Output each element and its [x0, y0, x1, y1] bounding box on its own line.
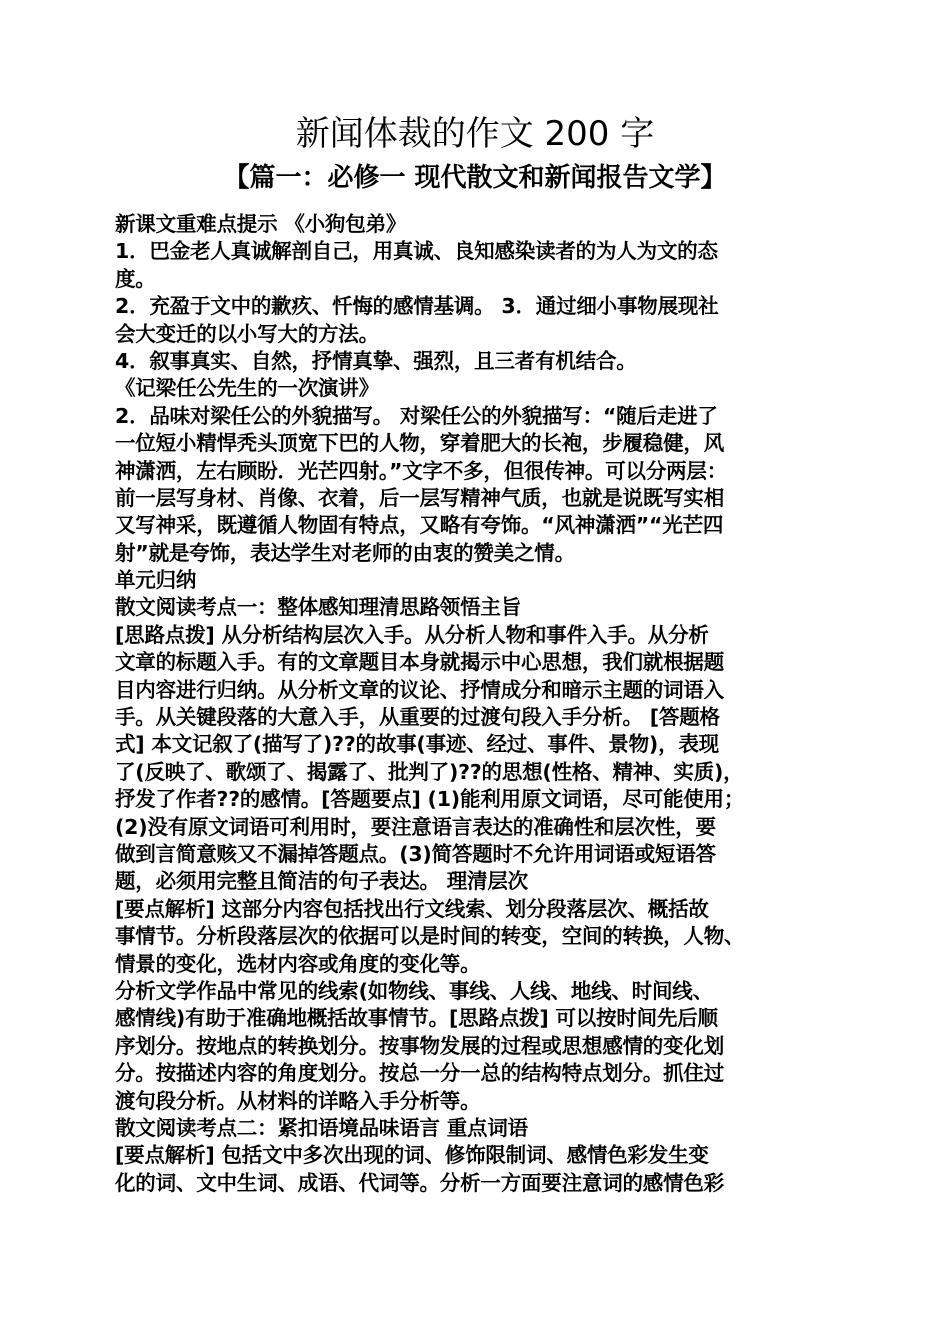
- body-line: 1．巴金老人真诚解剖自己，用真诚、良知感染读者的为人为文的态: [115, 239, 718, 264]
- body-line: 射”就是夸饰，表达学生对老师的由衷的赞美之情。: [115, 540, 575, 565]
- body-line: 了(反映了、歌颂了、揭露了、批判了)??的思想(性格、精神、实质)，: [115, 759, 744, 784]
- body-line: 分析文学作品中常见的线索(如物线、事线、人线、地线、时间线、: [115, 978, 713, 1003]
- body-line: 2．充盈于文中的歉疚、忏悔的感情基调。 3．通过细小事物展现社: [115, 294, 719, 319]
- document-title: 新闻体裁的作文 200 字: [295, 114, 655, 154]
- body-line: 抒发了作者??的感情。[答题要点] (1)能利用原文词语，尽可能使用；: [115, 787, 745, 812]
- body-line: 感情线)有助于准确地概括故事情节。[思路点拨] 可以按时间先后顺: [115, 1006, 718, 1031]
- body-line: 式] 本文记叙了(描写了)??的故事(事迹、经过、事件、景物)，表现: [115, 732, 719, 757]
- body-line: 度。: [115, 266, 156, 291]
- body-line: [要点解析] 包括文中多次出现的词、修饰限制词、感情色彩发生变: [115, 1143, 709, 1168]
- body-line: 散文阅读考点一：整体感知理清思路领悟主旨: [115, 595, 521, 620]
- body-line: 分。按描述内容的角度划分。按总一分一总的结构特点划分。抓住过: [115, 1061, 724, 1086]
- body-line: (2)没有原文词语可利用时，要注意语言表达的准确性和层次性，要: [115, 814, 716, 839]
- body-line: 单元归纳: [115, 568, 197, 593]
- body-line: 又写神采，既遵循人物固有特点，又略有夸饰。“风神潇洒”“光芒四: [115, 513, 724, 538]
- body-line: 做到言简意赅又不漏掉答题点。(3)简答题时不允许用词语或短语答: [115, 841, 716, 866]
- body-line: 目内容进行归纳。从分析文章的议论、抒情成分和暗示主题的词语入: [115, 677, 724, 702]
- document-body: [115, 211, 845, 1197]
- body-line: 神潇洒，左右顾盼．光芒四射。”文字不多，但很传神。可以分两层：: [115, 458, 728, 483]
- body-line: 散文阅读考点二：紧扣语境品味语言 重点词语: [115, 1115, 528, 1140]
- body-line: 会大变迁的以小写大的方法。: [115, 321, 379, 346]
- body-line: 情景的变化，选材内容或角度的变化等。: [115, 951, 481, 976]
- body-line: 事情节。分析段落层次的依据可以是时间的转变，空间的转换，人物、: [115, 924, 745, 949]
- body-line: 4．叙事真实、自然，抒情真挚、强烈，且三者有机结合。: [115, 348, 637, 373]
- body-line: 文章的标题入手。有的文章题目本身就揭示中心思想，我们就根据题: [115, 650, 724, 675]
- body-line: 题，必须用完整且简洁的句子表达。 理清层次: [115, 869, 528, 894]
- body-line: 化的词、文中生词、成语、代词等。分析一方面要注意词的感情色彩: [115, 1170, 724, 1195]
- body-line: 前一层写身材、肖像、衣着，后一层写精神气质，也就是说既写实相: [115, 485, 724, 510]
- body-line: [要点解析] 这部分内容包括找出行文线索、划分段落层次、概括故: [115, 896, 709, 921]
- document-subtitle: 【篇一：必修一 现代散文和新闻报告文学】: [223, 163, 727, 193]
- body-line: 手。从关键段落的大意入手，从重要的过渡句段入手分析。 [答题格: [115, 705, 720, 730]
- body-line: 2．品味对梁任公的外貌描写。 对梁任公的外貌描写：“随后走进了: [115, 403, 718, 428]
- body-line: 新课文重难点提示 《小狗包弟》: [115, 212, 407, 236]
- body-line: 《记梁任公先生的一次演讲》: [115, 376, 379, 401]
- body-line: 一位短小精悍秃头顶宽下巴的人物，穿着肥大的长袍，步履稳健，风: [115, 431, 724, 456]
- body-line: [思路点拨] 从分析结构层次入手。从分析人物和事件入手。从分析: [115, 622, 709, 647]
- body-line: 渡句段分析。从材料的详略入手分析等。: [115, 1088, 481, 1113]
- body-line: 序划分。按地点的转换划分。按事物发展的过程或思想感情的变化划: [115, 1033, 724, 1058]
